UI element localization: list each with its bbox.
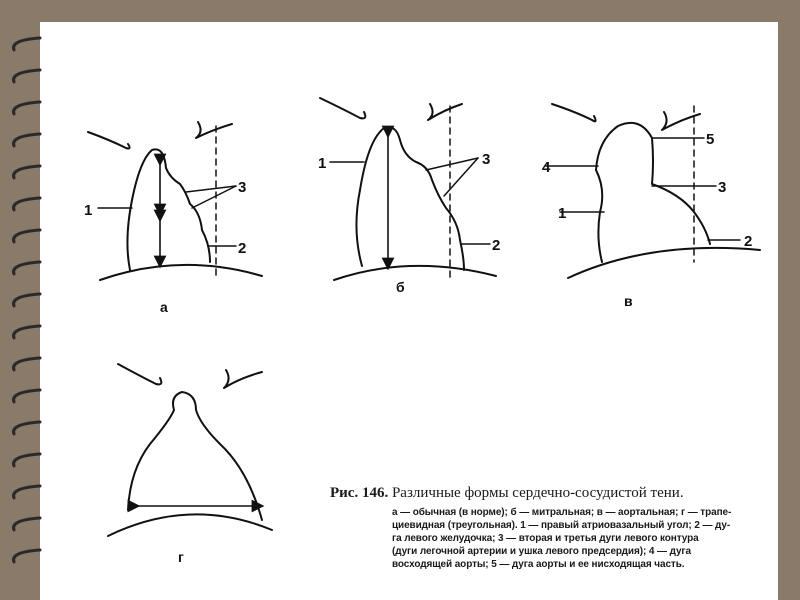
panel-b-drawing <box>320 98 496 280</box>
caption-line: а — обычная (в норме); б — митральная; в — аортальная; г — трапе- <box>392 507 732 518</box>
panel-v-label-1: 1 <box>558 205 567 222</box>
panel-a-drawing <box>88 122 262 280</box>
caption-title <box>330 484 790 502</box>
panel-a-label-1: 1 <box>84 202 93 219</box>
panel-b-label-2: 2 <box>492 237 501 254</box>
panel-v-label-3: 3 <box>718 179 727 196</box>
panel-a-label-2: 2 <box>238 240 247 257</box>
panel-a-letter: а <box>160 299 168 315</box>
caption-lead: Рис. 146. <box>330 485 389 501</box>
caption-line: (дуги легочной артерии и ушка левого предсердия); 4 — дуга <box>392 546 691 557</box>
panel-v-drawing <box>546 104 760 278</box>
panel-v-label-4: 4 <box>542 159 551 176</box>
caption-line: циевидная (треугольная). 1 — правый атриовазальный угол; 2 — ду- <box>392 520 731 531</box>
caption-heading: Различные формы сердечно-сосудистой тени. <box>391 485 684 501</box>
panel-b-label-1: 1 <box>318 155 327 172</box>
panel-g-drawing <box>108 364 272 536</box>
caption-body <box>392 506 790 571</box>
caption-line: восходящей аорты; 5 — дуга аорты и ее нисходящая часть. <box>392 559 685 570</box>
figure-caption <box>330 484 790 571</box>
panel-b-letter: б <box>396 279 405 295</box>
panel-v-label-5: 5 <box>706 131 715 148</box>
panel-g-letter: г <box>178 549 184 565</box>
panel-b-label-3: 3 <box>482 151 491 168</box>
panel-v-letter: в <box>624 293 633 309</box>
caption-line: га левого желудочка; 3 — вторая и третья дуги левого контура <box>392 533 699 544</box>
panel-v-label-2: 2 <box>744 233 753 250</box>
panel-a-label-3: 3 <box>238 179 247 196</box>
